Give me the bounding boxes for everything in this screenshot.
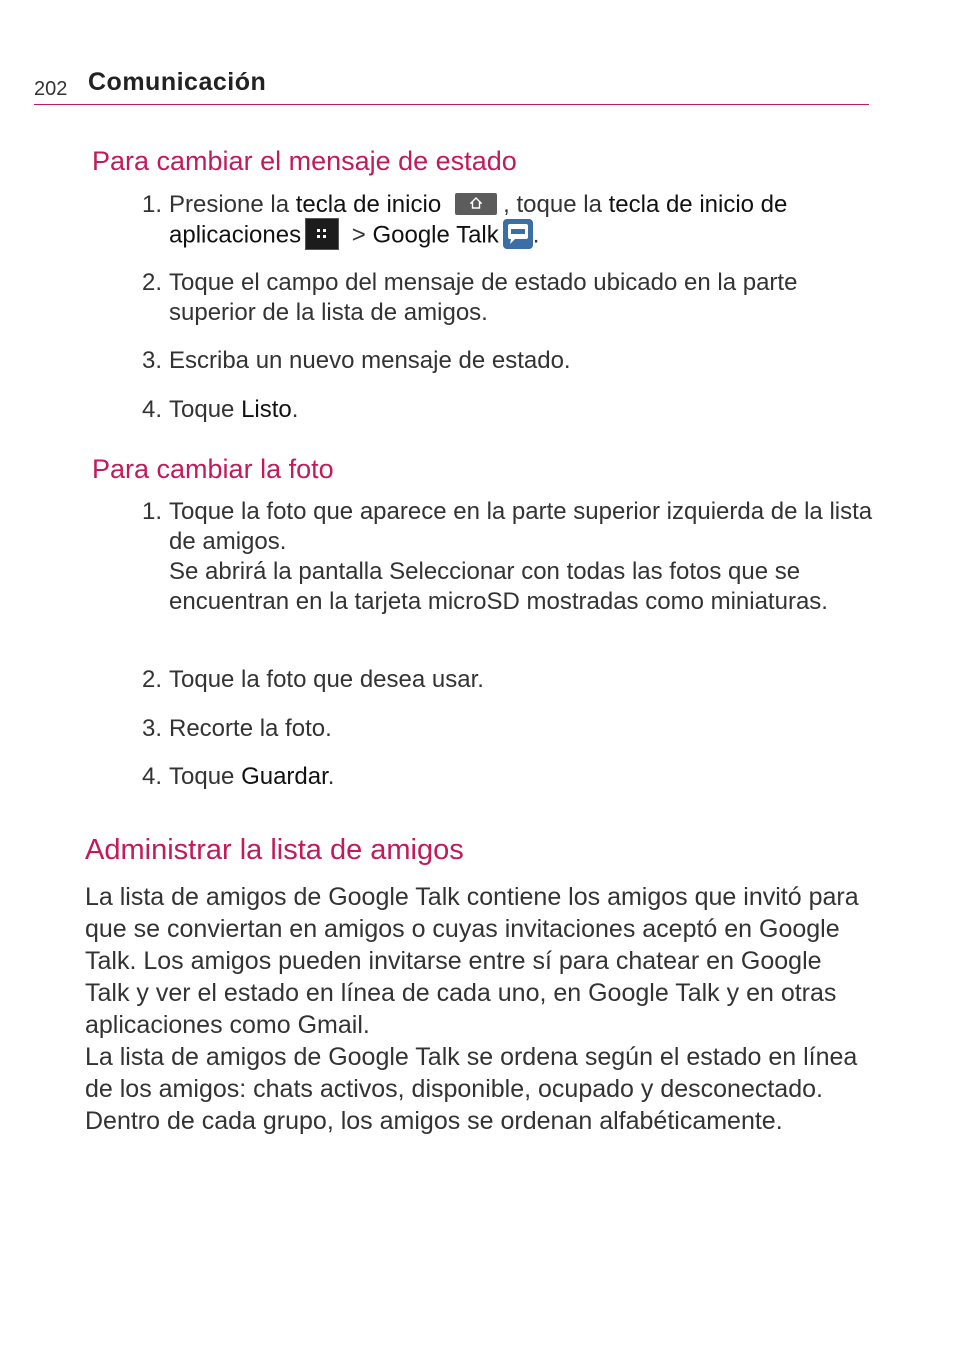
page-number: 202 [34, 78, 68, 100]
step-number: 4. [142, 396, 163, 423]
step-number: 3. [142, 347, 163, 374]
page-header [34, 66, 869, 105]
step-number: 1. [142, 498, 163, 525]
apps-key-label: tecla de inicio de aplicaciones [169, 191, 788, 249]
step-number: 2. [142, 269, 163, 296]
home-key-label: tecla de inicio [295, 191, 442, 218]
section-title-manage-friends: Administrar la lista de amigos [85, 834, 464, 866]
step-text: Toque Guardar. [169, 763, 335, 790]
chapter-title: Comunicación [88, 68, 267, 96]
step-text: Toque la foto que desea usar. [169, 666, 484, 693]
google-talk-icon [503, 219, 533, 249]
step-number: 3. [142, 715, 163, 742]
google-talk-label: Google Talk [372, 221, 499, 249]
section-title-status-message: Para cambiar el mensaje de estado [92, 146, 517, 176]
home-key-icon [455, 193, 497, 215]
step-text: Presione la tecla de inicio , toque la tecla de inicio de aplicaciones > Google Talk . [169, 191, 788, 249]
step-number: 4. [142, 763, 163, 790]
step-text: Toque el campo del mensaje de estado ubicado en la parte superior de la lista de amigos. [169, 269, 798, 326]
step-text: Escriba un nuevo mensaje de estado. [169, 347, 571, 374]
step-text: Toque la foto que aparece en la parte superior izquierda de la lista de amigos. Se abrirá la pantalla Seleccionar con todas las fotos que se encuentran en la tarjeta microSD mostradas como miniaturas. [169, 498, 873, 615]
step-number: 1. [142, 191, 163, 218]
apps-launcher-icon [305, 218, 339, 250]
body-paragraph: La lista de amigos de Google Talk contiene los amigos que invitó para que se conviertan en amigos o cuyas invitaciones aceptó en Google Talk. Los amigos pueden invitarse entre sí para chatear en Google Talk y ver el estado en línea de cada uno, en Google Talk y en otras aplicaciones como Gmail. La lista de amigos de Google Talk se ordena según el estado en línea de los amigos: chats activos, disponible, ocupado y desconectado. Dentro de cada grupo, los amigos se ordenan alfabéticamente. [85, 883, 859, 1135]
section-title-change-photo: Para cambiar la foto [92, 454, 334, 484]
step-number: 2. [142, 666, 163, 693]
step-note: Se abrirá la pantalla Seleccionar con todas las fotos que se encuentran en la tarjeta microSD mostradas como miniaturas. [169, 558, 828, 615]
done-label: Listo [241, 396, 292, 423]
step-text: Recorte la foto. [169, 715, 332, 742]
save-label: Guardar [241, 763, 328, 790]
step-text: Toque Listo. [169, 396, 299, 423]
